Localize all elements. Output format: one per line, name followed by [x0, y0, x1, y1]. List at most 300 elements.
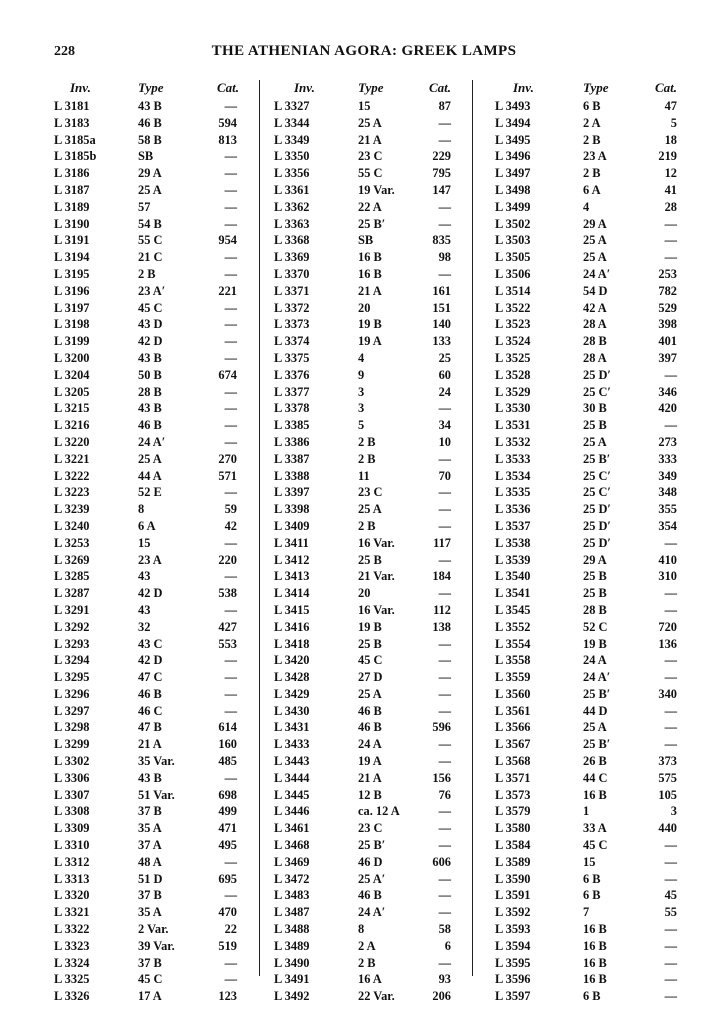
type-cell: 43 B — [138, 350, 162, 365]
type-cell: 54 B — [138, 216, 162, 231]
cat-cell: — — [664, 720, 677, 735]
table-row — [274, 971, 469, 988]
inv-cell: L 3220 — [54, 434, 90, 449]
type-cell: 8 — [358, 922, 365, 937]
table-row — [495, 871, 679, 888]
cat-cell: — — [438, 871, 451, 886]
cat-cell: 674 — [218, 367, 237, 382]
cat-cell: — — [438, 199, 451, 214]
cat-cell: 420 — [658, 401, 677, 416]
inv-cell: L 3445 — [274, 787, 310, 802]
cat-cell: — — [438, 552, 451, 567]
type-cell: 25 B′ — [583, 737, 611, 752]
table-row — [495, 904, 679, 921]
cat-cell: 41 — [664, 182, 677, 197]
table-row — [274, 955, 469, 972]
inv-cell: L 3371 — [274, 283, 310, 298]
cat-cell: 138 — [432, 619, 451, 634]
type-cell: 12 B — [358, 787, 382, 802]
inv-cell: L 3239 — [54, 502, 90, 517]
header-inv: Inv. — [70, 80, 91, 95]
inv-cell: L 3375 — [274, 350, 310, 365]
cat-cell: 25 — [438, 350, 451, 365]
type-cell: 51 Var. — [138, 787, 175, 802]
inv-cell: L 3522 — [495, 300, 531, 315]
inv-cell: L 3297 — [54, 703, 90, 718]
cat-cell: 835 — [432, 233, 451, 248]
type-cell: 43 B — [138, 770, 162, 785]
type-cell: 29 A — [138, 166, 162, 181]
table-row — [54, 434, 257, 451]
inv-cell: L 3327 — [274, 99, 310, 113]
inv-cell: L 3196 — [54, 283, 90, 298]
type-cell: 16 Var. — [358, 535, 395, 550]
type-cell: 8 — [138, 502, 145, 517]
type-cell: 46 B — [138, 115, 162, 130]
table-row — [495, 803, 679, 820]
type-cell: ca. 12 A — [358, 804, 400, 819]
inv-cell: L 3411 — [274, 535, 309, 550]
cat-cell: 76 — [438, 787, 451, 802]
table-row — [274, 568, 469, 585]
inv-cell: L 3418 — [274, 636, 310, 651]
type-cell: 19 A — [358, 754, 382, 769]
column-divider — [259, 80, 260, 976]
cat-cell: — — [664, 418, 677, 433]
type-cell: 25 B′ — [583, 451, 611, 466]
table-row — [495, 854, 679, 871]
table-row — [54, 417, 257, 434]
cat-cell: — — [224, 199, 237, 214]
type-cell: 4 — [358, 350, 365, 365]
type-cell: 2 B — [358, 955, 376, 970]
type-cell: 42 A — [583, 300, 607, 315]
cat-cell: 720 — [658, 619, 677, 634]
table-row — [274, 585, 469, 602]
table-row — [495, 686, 679, 703]
cat-cell: 147 — [432, 182, 451, 197]
type-cell: 19 B — [358, 619, 382, 634]
inv-cell: L 3443 — [274, 754, 310, 769]
table-row — [54, 165, 257, 182]
cat-cell: — — [224, 300, 237, 315]
type-cell: 27 D — [358, 670, 383, 685]
cat-cell: — — [438, 838, 451, 853]
table-row — [495, 384, 679, 401]
table-row — [54, 988, 257, 1005]
table-row — [274, 451, 469, 468]
table-row — [495, 400, 679, 417]
type-cell: 25 B — [358, 552, 382, 567]
type-cell: 25 A — [358, 115, 382, 130]
inv-cell: L 3409 — [274, 518, 310, 533]
cat-cell: — — [224, 888, 237, 903]
inv-cell: L 3326 — [54, 989, 90, 1004]
inv-cell: L 3487 — [274, 905, 310, 920]
inv-cell: L 3596 — [495, 972, 531, 987]
type-cell: 55 C — [138, 233, 163, 248]
table-row — [274, 115, 469, 132]
inv-cell: L 3567 — [495, 737, 531, 752]
inv-cell: L 3532 — [495, 434, 531, 449]
cat-cell: 219 — [658, 149, 677, 164]
inv-cell: L 3215 — [54, 401, 90, 416]
cat-cell: 12 — [664, 166, 677, 181]
table-row — [495, 417, 679, 434]
type-cell: 15 — [583, 854, 596, 869]
type-cell: 25 A — [583, 250, 607, 265]
cat-cell: 398 — [658, 317, 677, 332]
table-row — [274, 148, 469, 165]
type-cell: 44 C — [583, 770, 608, 785]
type-cell: 50 B — [138, 367, 162, 382]
type-cell: 28 B — [583, 602, 607, 617]
type-cell: 42 D — [138, 653, 163, 668]
inv-cell: L 3541 — [495, 586, 531, 601]
type-cell: 25 D′ — [583, 535, 611, 550]
table-row — [54, 803, 257, 820]
table-row — [54, 98, 257, 115]
table-row — [274, 501, 469, 518]
inv-cell: L 3552 — [495, 619, 531, 634]
inv-cell: L 3539 — [495, 552, 531, 567]
inv-cell: L 3185b — [54, 149, 97, 164]
inv-cell: L 3205 — [54, 384, 90, 399]
type-cell: 25 B — [583, 418, 607, 433]
cat-cell: 105 — [658, 787, 677, 802]
type-cell: 24 A′ — [583, 266, 611, 281]
table-row — [54, 636, 257, 653]
cat-cell: 140 — [432, 317, 451, 332]
table-row — [495, 115, 679, 132]
cat-cell: — — [438, 115, 451, 130]
cat-cell: 58 — [438, 922, 451, 937]
inv-cell: L 3350 — [274, 149, 310, 164]
type-cell: 4 — [583, 199, 590, 214]
table-row — [495, 988, 679, 1005]
table-row — [274, 736, 469, 753]
table-row — [54, 904, 257, 921]
inv-cell: L 3185a — [54, 132, 96, 147]
type-cell: 46 B — [138, 686, 162, 701]
inv-cell: L 3446 — [274, 804, 310, 819]
inv-cell: L 3497 — [495, 166, 531, 181]
cat-cell: 354 — [658, 518, 677, 533]
cat-cell: — — [438, 266, 451, 281]
cat-cell: 59 — [224, 502, 237, 517]
type-cell: 2 B — [358, 434, 376, 449]
inv-cell: L 3420 — [274, 653, 310, 668]
cat-cell: 28 — [664, 199, 677, 214]
type-cell: 23 A — [138, 552, 162, 567]
table-row — [274, 703, 469, 720]
table-row — [274, 719, 469, 736]
table-row — [274, 350, 469, 367]
type-cell: 2 B — [583, 132, 601, 147]
type-cell: 42 D — [138, 334, 163, 349]
type-cell: 24 A′ — [138, 434, 166, 449]
inv-cell: L 3514 — [495, 283, 531, 298]
type-cell: 28 A — [583, 317, 607, 332]
type-cell: 48 A — [138, 854, 162, 869]
cat-cell: 538 — [218, 586, 237, 601]
cat-cell: — — [664, 955, 677, 970]
type-cell: 29 A — [583, 216, 607, 231]
inv-cell: L 3415 — [274, 602, 310, 617]
table-row — [495, 148, 679, 165]
table-row — [274, 283, 469, 300]
inv-cell: L 3310 — [54, 838, 90, 853]
cat-cell: 93 — [438, 972, 451, 987]
type-cell: 52 C — [583, 619, 608, 634]
type-cell: 26 B — [583, 754, 607, 769]
cat-cell: — — [664, 586, 677, 601]
cat-cell: — — [438, 132, 451, 147]
cat-cell: — — [224, 602, 237, 617]
table-row — [495, 501, 679, 518]
cat-cell: 273 — [658, 434, 677, 449]
type-cell: 58 B — [138, 132, 162, 147]
cat-cell: — — [664, 838, 677, 853]
cat-cell: — — [438, 905, 451, 920]
cat-cell: 614 — [218, 720, 237, 735]
page-number: 228 — [54, 44, 75, 59]
type-cell: 6 B — [583, 871, 601, 886]
table-row — [495, 887, 679, 904]
type-cell: 32 — [138, 619, 151, 634]
inv-cell: L 3573 — [495, 787, 531, 802]
type-cell: 43 — [138, 569, 151, 584]
table-row — [274, 837, 469, 854]
inv-cell: L 3502 — [495, 216, 531, 231]
type-cell: 6 A — [583, 182, 601, 197]
table-row — [54, 535, 257, 552]
cat-cell: 485 — [218, 754, 237, 769]
inv-cell: L 3593 — [495, 922, 531, 937]
type-cell: 29 A — [583, 552, 607, 567]
table-row — [495, 199, 679, 216]
type-cell: 39 Var. — [138, 938, 175, 953]
cat-cell: — — [224, 317, 237, 332]
table-row — [54, 719, 257, 736]
inv-cell: L 3506 — [495, 266, 531, 281]
cat-cell: — — [224, 569, 237, 584]
table-row — [54, 854, 257, 871]
inv-cell: L 3444 — [274, 770, 310, 785]
inv-cell: L 3413 — [274, 569, 310, 584]
table-row — [274, 753, 469, 770]
inv-cell: L 3505 — [495, 250, 531, 265]
table-row — [54, 602, 257, 619]
inv-cell: L 3198 — [54, 317, 90, 332]
cat-cell: 123 — [218, 989, 237, 1004]
inv-cell: L 3524 — [495, 334, 531, 349]
table-row — [54, 115, 257, 132]
type-cell: 25 B — [583, 586, 607, 601]
cat-cell: 470 — [218, 905, 237, 920]
inv-cell: L 3373 — [274, 317, 310, 332]
type-cell: 25 C′ — [583, 468, 611, 483]
inv-cell: L 3309 — [54, 821, 90, 836]
table-column — [495, 80, 679, 1005]
table-row — [495, 703, 679, 720]
table-row — [495, 770, 679, 787]
table-row — [54, 686, 257, 703]
type-cell: 16 Var. — [358, 602, 395, 617]
cat-cell: — — [438, 518, 451, 533]
cat-cell: — — [664, 233, 677, 248]
header-cat: Cat. — [428, 80, 451, 95]
inv-cell: L 3294 — [54, 653, 90, 668]
table-row — [495, 837, 679, 854]
inv-cell: L 3387 — [274, 451, 310, 466]
type-cell: 25 B′ — [583, 686, 611, 701]
type-cell: 2 A — [583, 115, 601, 130]
inv-cell: L 3416 — [274, 619, 310, 634]
type-cell: 16 B — [358, 250, 382, 265]
type-cell: 24 A′ — [583, 670, 611, 685]
type-cell: 55 C — [358, 166, 383, 181]
type-cell: 37 A — [138, 838, 162, 853]
cat-cell: 160 — [218, 737, 237, 752]
inv-cell: L 3322 — [54, 922, 90, 937]
header-inv: Inv. — [513, 80, 534, 95]
table-column — [54, 80, 257, 1005]
type-cell: 45 C — [583, 838, 608, 853]
type-cell: 25 A — [583, 434, 607, 449]
cat-cell: 70 — [438, 468, 451, 483]
inv-cell: L 3523 — [495, 317, 531, 332]
table-row — [274, 871, 469, 888]
cat-cell: — — [664, 602, 677, 617]
cat-cell: 34 — [438, 418, 451, 433]
cat-cell: — — [438, 754, 451, 769]
table-row — [274, 921, 469, 938]
cat-cell: 24 — [438, 384, 451, 399]
inv-cell: L 3372 — [274, 300, 310, 315]
type-cell: 25 A — [358, 502, 382, 517]
table-row — [274, 669, 469, 686]
table-row — [54, 703, 257, 720]
cat-cell: 10 — [438, 434, 451, 449]
table-row — [54, 921, 257, 938]
table-row — [274, 400, 469, 417]
cat-cell: 373 — [658, 754, 677, 769]
cat-cell: 253 — [658, 266, 677, 281]
cat-cell: — — [224, 955, 237, 970]
cat-cell: 606 — [432, 854, 451, 869]
table-row — [274, 434, 469, 451]
inv-cell: L 3594 — [495, 938, 531, 953]
type-cell: 25 B — [358, 636, 382, 651]
inv-cell: L 3240 — [54, 518, 90, 533]
table-row — [54, 232, 257, 249]
inv-cell: L 3197 — [54, 300, 90, 315]
header-cat: Cat. — [654, 80, 677, 95]
table-row — [54, 451, 257, 468]
table-row — [495, 266, 679, 283]
type-cell: 16 B — [583, 955, 607, 970]
inv-cell: L 3312 — [54, 854, 90, 869]
inv-cell: L 3468 — [274, 838, 310, 853]
table-row — [274, 232, 469, 249]
cat-cell: — — [664, 854, 677, 869]
inv-cell: L 3589 — [495, 854, 531, 869]
table-row — [274, 484, 469, 501]
type-cell: 45 C — [138, 300, 163, 315]
table-row — [54, 484, 257, 501]
cat-cell: — — [224, 350, 237, 365]
table-row — [495, 333, 679, 350]
type-cell: 37 B — [138, 955, 162, 970]
table-row — [274, 803, 469, 820]
type-cell: 15 — [358, 99, 371, 113]
type-cell: 21 Var. — [358, 569, 395, 584]
type-cell: 23 A — [583, 149, 607, 164]
cat-cell: — — [224, 670, 237, 685]
table-row — [495, 165, 679, 182]
type-cell: 43 — [138, 602, 151, 617]
cat-cell: — — [224, 434, 237, 449]
cat-cell: 206 — [432, 989, 451, 1004]
table-row — [274, 552, 469, 569]
inv-cell: L 3296 — [54, 686, 90, 701]
cat-cell: 795 — [432, 166, 451, 181]
cat-cell: — — [224, 334, 237, 349]
header-type: Type — [138, 80, 164, 95]
type-cell: 44 A — [138, 468, 162, 483]
cat-cell: — — [438, 737, 451, 752]
type-cell: 16 B — [358, 266, 382, 281]
table-row — [495, 249, 679, 266]
table-row — [495, 132, 679, 149]
table-row — [54, 367, 257, 384]
type-cell: 23 C — [358, 821, 383, 836]
table-row — [274, 384, 469, 401]
inv-cell: L 3461 — [274, 821, 310, 836]
inv-cell: L 3370 — [274, 266, 310, 281]
cat-cell: 813 — [218, 132, 237, 147]
type-cell: 21 A — [358, 770, 382, 785]
cat-cell: — — [664, 989, 677, 1004]
inv-cell: L 3430 — [274, 703, 310, 718]
cat-cell: — — [438, 686, 451, 701]
inv-cell: L 3323 — [54, 938, 90, 953]
cat-cell: 42 — [224, 518, 237, 533]
table-row — [54, 770, 257, 787]
type-cell: 25 D′ — [583, 502, 611, 517]
inv-cell: L 3356 — [274, 166, 310, 181]
cat-cell: 519 — [218, 938, 237, 953]
table-row — [54, 652, 257, 669]
inv-cell: L 3285 — [54, 569, 90, 584]
inv-cell: L 3298 — [54, 720, 90, 735]
cat-cell: — — [224, 854, 237, 869]
type-cell: 37 B — [138, 804, 162, 819]
cat-cell: 3 — [670, 804, 677, 819]
inv-cell: L 3469 — [274, 854, 310, 869]
table-column — [274, 80, 469, 1005]
type-cell: 19 A — [358, 334, 382, 349]
type-cell: 2 B — [358, 518, 376, 533]
type-cell: 2 A — [358, 938, 376, 953]
inv-cell: L 3579 — [495, 804, 531, 819]
inv-cell: L 3531 — [495, 418, 531, 433]
inv-cell: L 3302 — [54, 754, 90, 769]
cat-cell: — — [664, 250, 677, 265]
inv-cell: L 3199 — [54, 334, 90, 349]
cat-cell: 117 — [433, 535, 451, 550]
